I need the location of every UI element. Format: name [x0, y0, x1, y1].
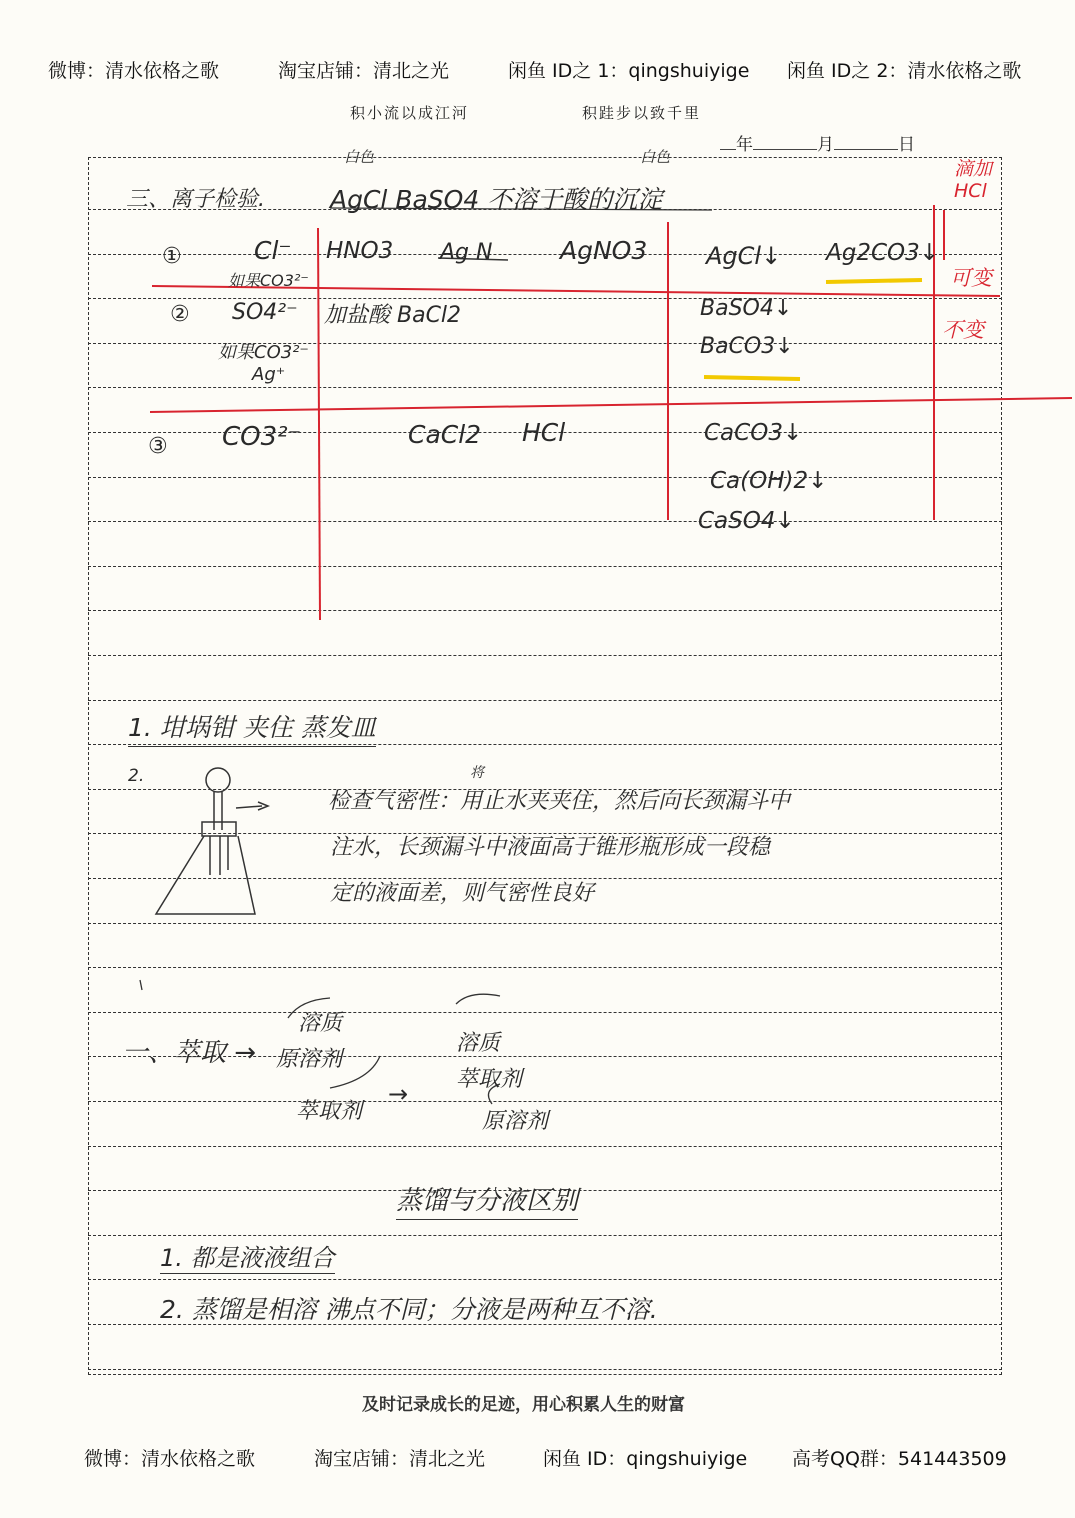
motto-left: 积小流以成江河 — [350, 104, 470, 122]
row1-reagent1-struck: Ag N — [440, 240, 493, 265]
extraction-label: 一、萃取 → — [122, 1038, 257, 1068]
header-xianyu-2: 闲鱼 ID之 2：清水依格之歌 — [787, 60, 1022, 82]
curve-3 — [456, 994, 500, 1004]
row3-reagent1: CaCl2 — [408, 420, 482, 449]
row3-num: ③ — [148, 434, 168, 459]
red-note-add-hcl: 滴加HCl — [954, 158, 993, 202]
flask-apparatus-icon — [156, 768, 268, 914]
row3-reagent2: HCl — [522, 418, 566, 447]
header-xianyu-1: 闲鱼 ID之 1：qingshuiyige — [508, 60, 750, 82]
highlight-ag2co3 — [826, 280, 922, 282]
airtight-line-2: 注水，长颈漏斗中液面高于锥形瓶形成一段稳 — [330, 835, 771, 860]
row2-ppt1: BaSO4↓ — [700, 296, 793, 321]
row2-sub2: Ag⁺ — [252, 364, 286, 385]
row2-reagent: 加盐酸 BaCl2 — [324, 303, 462, 328]
annot-white-1: 白色 — [344, 148, 375, 166]
footer-weibo: 微博：清水依格之歌 — [84, 1448, 256, 1470]
airtight-line-3: 定的液面差，则气密性良好 — [330, 881, 595, 906]
section-title: 三、离子检验. — [126, 187, 265, 212]
item-1: 1. 坩埚钳 夹住 蒸发皿 — [128, 708, 376, 747]
row3-ppt2: Ca(OH)2↓ — [710, 468, 828, 494]
row2-ppt2: BaCO3↓ — [700, 334, 794, 359]
footer-slogan: 及时记录成长的足迹，用心积累人生的财富 — [362, 1395, 685, 1415]
row3-ppt3: CaSO4↓ — [698, 508, 795, 534]
extraction-left-1: 溶质 — [298, 1011, 343, 1036]
extraction-arrow: → — [388, 1080, 409, 1108]
row1-ppt2: Ag2CO3↓ — [826, 240, 940, 266]
item-2-num: 2. — [128, 766, 145, 786]
row1-ppt1: AgCl↓ — [706, 242, 782, 270]
section-subtitle: AgCl BaSO4 不溶于酸的沉淀 — [330, 185, 663, 214]
highlight-baco3 — [704, 377, 800, 379]
extraction-right-3: 原溶剂 — [482, 1109, 549, 1134]
footer-xianyu: 闲鱼 ID：qingshuiyige — [543, 1448, 748, 1470]
stray-mark — [140, 980, 142, 990]
distill-title: 蒸馏与分液区别 — [396, 1180, 578, 1220]
extraction-right-1: 溶质 — [456, 1031, 501, 1056]
distill-point-2: 2. 蒸馏是相溶 沸点不同；分液是两种互不溶. — [160, 1295, 658, 1324]
header-weibo: 微博：清水依格之歌 — [48, 60, 220, 82]
row1-ion: Cl⁻ — [254, 236, 292, 265]
red-note-changes: 可变 — [950, 266, 992, 290]
extraction-right-2: 萃取剂 — [456, 1067, 523, 1092]
row2-ion: SO4²⁻ — [232, 300, 298, 325]
annot-white-2: 白色 — [640, 148, 671, 166]
row1-reagent1: HNO3 — [326, 238, 394, 264]
row2-num: ② — [170, 302, 190, 327]
footer-taobao: 淘宝店铺：清北之光 — [314, 1448, 486, 1470]
row3-ppt1: CaCO3↓ — [704, 420, 803, 446]
row2-sub1: 如果CO3²⁻ — [218, 342, 309, 363]
extraction-left-3: 萃取剂 — [296, 1099, 363, 1124]
extraction-left-2: 原溶剂 — [276, 1047, 343, 1072]
row1-num: ① — [162, 244, 182, 269]
date-year: 年 — [736, 135, 753, 155]
row1-reagent2: AgNO3 — [560, 236, 648, 265]
header-taobao: 淘宝店铺：清北之光 — [278, 60, 450, 82]
distill-point-1: 1. 都是液液组合 — [160, 1238, 335, 1274]
row1-sub: 如果CO3²⁻ — [228, 271, 309, 290]
table-col-line-1 — [318, 228, 320, 620]
red-note-unchanged: 不变 — [942, 318, 984, 342]
footer-qq: 高考QQ群：541443509 — [792, 1448, 1007, 1470]
date-day: 日 — [898, 135, 915, 155]
airtight-line-1: 检查气密性：用止水夹夹住，然后向长颈漏斗中 — [328, 789, 791, 814]
date-month: 月 — [817, 135, 834, 155]
airtight-annot: 将 — [470, 765, 484, 781]
motto-right: 积跬步以致千里 — [582, 104, 702, 122]
row3-ion: CO3²⁻ — [222, 422, 302, 452]
